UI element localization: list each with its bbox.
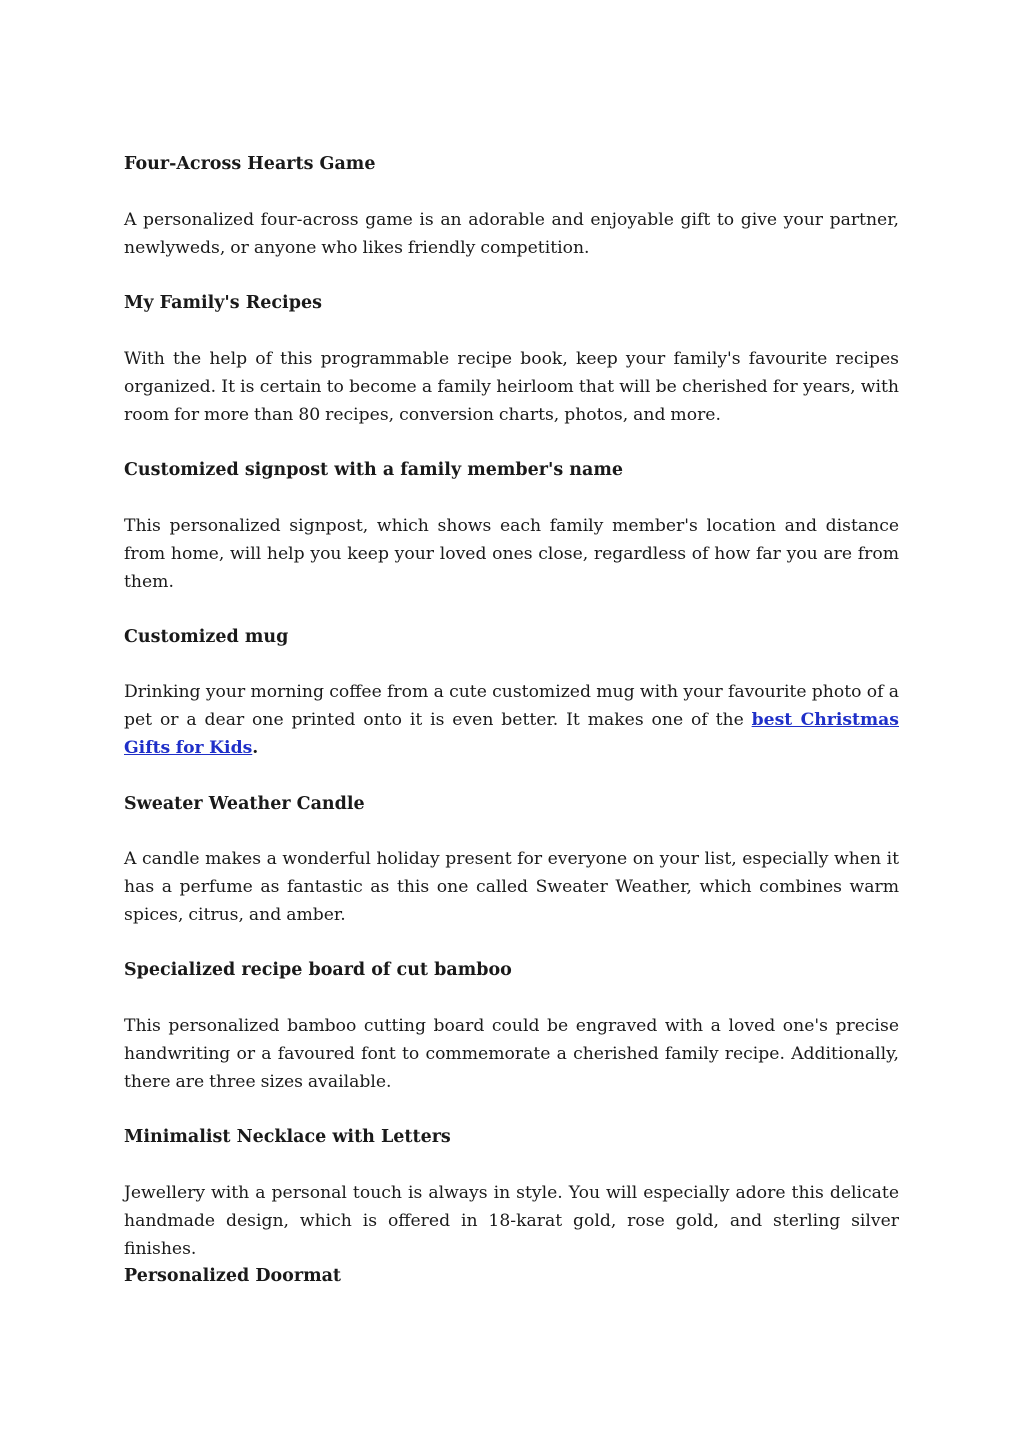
- section-heading-family-recipes: My Family's Recipes: [124, 293, 322, 313]
- section-body-necklace: Jewellery with a personal touch is always in style. You will especially adore this delicate handmade design, which is offered in 18-karat gold, rose gold, and sterling silver finishes.: [124, 1183, 899, 1259]
- section-body-candle: A candle makes a wonderful holiday present for everyone on your list, especially when it has a perfume as fantastic as this one called Sweater Weather, which combines warm spices, citrus, and amber.: [124, 849, 899, 925]
- section-heading-necklace: Minimalist Necklace with Letters: [124, 1127, 451, 1147]
- section-heading-doormat: Personalized Doormat: [124, 1266, 342, 1286]
- section-heading-candle: Sweater Weather Candle: [124, 794, 365, 814]
- section-body-bamboo-board: This personalized bamboo cutting board could be engraved with a loved one's precise handwriting or a favoured font to commemorate a cherished family recipe. Additionally, there are three sizes available.: [124, 1016, 899, 1092]
- section-body-signpost: This personalized signpost, which shows each family member's location and distance from home, will help you keep your loved ones close, regardless of how far you are from them.: [124, 516, 899, 592]
- section-heading-mug: Customized mug: [124, 627, 289, 647]
- section-heading-bamboo-board: Specialized recipe board of cut bamboo: [124, 960, 512, 980]
- section-body-mug: [124, 678, 899, 762]
- mug-body-end: .: [252, 738, 259, 758]
- section-body-family-recipes: With the help of this programmable recipe book, keep your family's favourite recipes organized. It is certain to become a family heirloom that will be cherished for years, with room for more than 80 recipes, conversion charts, photos, and more.: [124, 349, 899, 425]
- section-heading-signpost: Customized signpost with a family member's name: [124, 460, 623, 480]
- christmas-gifts-link[interactable]: best Christmas Gifts for Kids: [124, 710, 899, 758]
- mug-body-text: Drinking your morning coffee from a cute customized mug with your favourite photo of a pet or a dear one printed onto it is even better. It makes one of the: [124, 682, 899, 730]
- section-body-four-across: A personalized four-across game is an adorable and enjoyable gift to give your partner, newlyweds, or anyone who likes friendly competition.: [124, 210, 899, 258]
- section-heading-four-across: Four-Across Hearts Game: [124, 154, 376, 174]
